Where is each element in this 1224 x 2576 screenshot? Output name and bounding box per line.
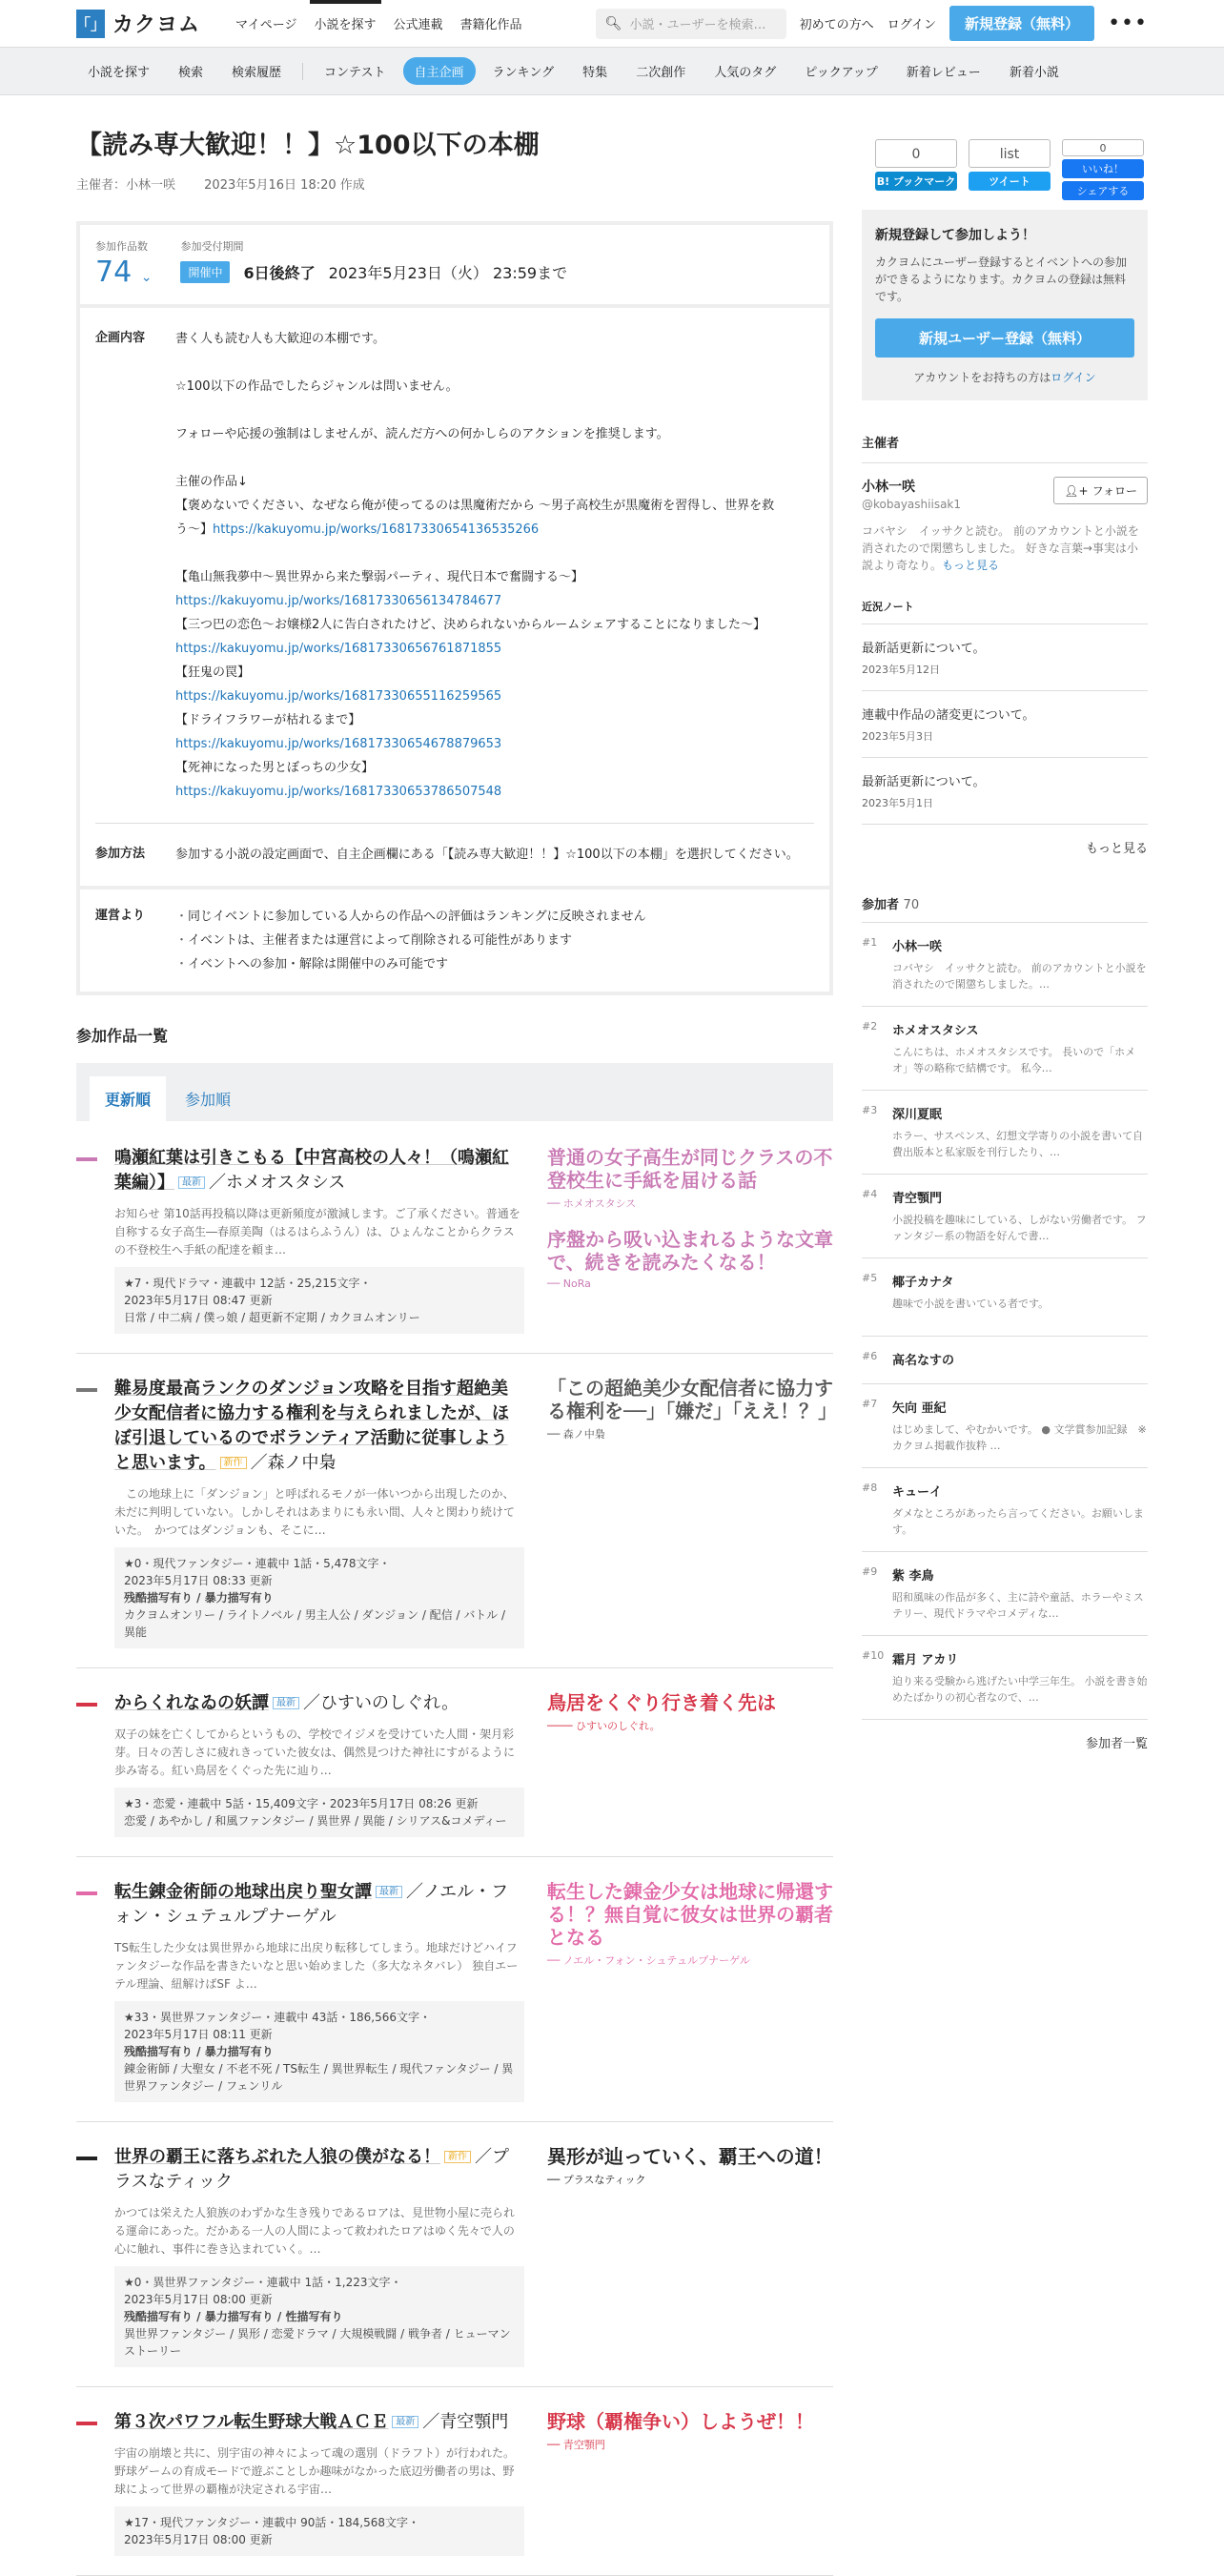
work-author-link[interactable]: ／ホメオスタシス: [209, 1173, 346, 1193]
work-title-link[interactable]: 難易度最高ランクのダンジョン攻略を目指す超絶美少女配信者に協力する権利を与えられましたが、ほぼ引退しているのでボランティア活動に従事しようと思います。: [114, 1379, 509, 1473]
join-method: [80, 824, 829, 886]
rules-list: [175, 905, 646, 976]
work-title-link[interactable]: からくれなゐの妖譚: [114, 1693, 269, 1713]
catchphrase: 普通の女子高生が同じクラスの不登校生に手紙を届ける話: [547, 1146, 833, 1192]
participant-desc: コバヤシ イッサクと読む。 前のアカウントと小説を消されたので閑懲ちしました。…: [892, 962, 1147, 991]
tab-updated[interactable]: 更新順: [90, 1076, 166, 1121]
work-title: [114, 2145, 524, 2195]
count-label: 参加作品数: [95, 240, 148, 253]
page-title: 【読み専大歓迎！！】☆100以下の本棚: [76, 131, 540, 160]
content-line: 書く人も読む人も大歓迎の本棚です。: [175, 332, 385, 346]
main-column: [76, 95, 838, 2576]
participant-item[interactable]: [862, 1635, 1148, 1719]
content-line: 主催の作品↓: [175, 475, 248, 489]
work-author-link[interactable]: ／ノエル・フォン・シュテュルプナーゲル: [114, 1882, 509, 1927]
work-item: [76, 1354, 838, 1668]
fb-count: 0: [1062, 139, 1144, 156]
work-meta: ★3・恋愛・連載中 5話・15,409文字・2023年5月17日 08:26 更新 恋愛 / あやかし / 和風ファンタジー / 異世界 / 異能 / シリアス&コメディー: [114, 1788, 524, 1837]
subnav-new-novels[interactable]: 新着小説: [1009, 66, 1059, 80]
rules-label: 運営より: [95, 909, 146, 923]
participant-rank: #6: [862, 1350, 878, 1362]
participant-rank: #7: [862, 1398, 878, 1410]
fb-like-button[interactable]: いいね！: [1062, 159, 1144, 178]
host-heading: 主催者: [862, 437, 900, 451]
participants-heading: 参加者 70: [862, 898, 920, 912]
participant-item[interactable]: [862, 922, 1148, 1006]
host-work-link[interactable]: https://kakuyomu.jp/works/16817330653786507548: [175, 785, 502, 799]
update-badge: 最新: [376, 1886, 402, 1898]
notes-more-link[interactable]: もっと見る: [862, 824, 1148, 856]
hatena-share[interactable]: [875, 139, 957, 200]
host-desc: コバヤシ イッサクと読む。 前のアカウントと小説を消されたので閑懲ちしました。 好きな言葉→事実は小説より奇なり。もっと見る: [862, 524, 1139, 572]
participant-rank: #8: [862, 1482, 878, 1494]
work-author-link[interactable]: ／青空顎門: [422, 2412, 509, 2432]
method-label: 参加方法: [95, 847, 146, 861]
days-left: 6日後終了: [243, 264, 316, 282]
participant-item[interactable]: [862, 1257, 1148, 1336]
work-title-link[interactable]: 世界の覇王に落ちぶれた人狼の僕がなる！: [114, 2147, 440, 2167]
participant-desc: ホラー、サスペンス、幻想文学寄りの小説を書いて自費出版本と私家版を刊行したり、…: [892, 1130, 1144, 1158]
content-line: フォローや応援の強制はしませんが、読んだ方への何かしらのアクションを推奨します。: [175, 427, 669, 441]
catchphrase-author: ──── ひすいのしぐれ。: [547, 1720, 661, 1732]
participant-rank: #10: [862, 1649, 885, 1662]
work-meta: ★17・現代ファンタジー・連載中 90話・184,568文字・ 2023年5月17日 08:00 更新: [114, 2506, 524, 2556]
work-item: [76, 1857, 833, 2122]
participant-desc: 迫り来る受験から逃げたい中学三年生。 小説を書き始めたばかりの初心者なので、…: [892, 1675, 1148, 1704]
work-title: [114, 1880, 524, 1930]
participant-name[interactable]: キューイ: [892, 1485, 943, 1500]
login-link[interactable]: ログイン: [887, 18, 937, 32]
participant-name[interactable]: ホメオスタシス: [892, 1024, 979, 1038]
participant-name[interactable]: 椰子カナタ: [892, 1276, 954, 1290]
subnav-fanfic[interactable]: 二次創作: [636, 66, 686, 80]
genre-color-bar: [76, 1891, 97, 1895]
rule-item: ・ 同じイベントに参加している人からの作品への評価はランキングに反映されません: [175, 905, 646, 929]
event-meta: [76, 174, 540, 193]
work-title: [114, 2410, 524, 2435]
search-input[interactable]: [596, 9, 786, 39]
created-date: 2023年5月16日 18:20 作成: [204, 178, 365, 193]
host-more-link[interactable]: もっと見る: [942, 559, 1000, 572]
work-catchphrases: [547, 1377, 838, 1648]
subnav-new-reviews[interactable]: 新着レビュー: [906, 66, 981, 80]
host-work-link[interactable]: https://kakuyomu.jp/works/16817330654678879653: [175, 737, 502, 751]
work-item: [76, 2387, 833, 2576]
event-details: [76, 221, 833, 995]
work-intro: この地球上に「ダンジョン」と呼ばれるモノが一体いつから出現したのか、未だに判明していない。しかしそれはあまりにも永い間、人々と関わり続けていた。 かつてはダンジョンも、そこに…: [114, 1487, 516, 1537]
host-work-link[interactable]: https://kakuyomu.jp/works/16817330656761871855: [175, 642, 502, 656]
work-author-link[interactable]: ／森ノ中梟: [250, 1453, 337, 1473]
participant-name[interactable]: 小林一咲: [892, 940, 943, 954]
nav-official-serial[interactable]: 公式連載: [393, 18, 443, 32]
participant-rank: #2: [862, 1020, 878, 1032]
participant-rank: #4: [862, 1188, 878, 1200]
work-item: [76, 1138, 833, 1354]
catchphrase: 序盤から吸い込まれるような文章で、続きを読みたくなる！: [547, 1228, 833, 1274]
work-intro: 宇宙の崩壊と共に、別宇宙の神々によって魂の選別（ドラフト）が行われた。 野球ゲームの育成モードで遊ぶことしか趣味がなかった底辺労働者の男は、野球によって世界の覇権が決定される宇宙…: [114, 2446, 516, 2496]
genre-color-bar: [76, 1388, 97, 1392]
entry-count[interactable]: [95, 256, 152, 289]
search-placeholder: 小説・ユーザーを検索…: [629, 18, 766, 32]
host-card: [862, 462, 1148, 574]
share-buttons: [875, 139, 1144, 200]
first-time-link[interactable]: 初めての方へ: [799, 18, 874, 32]
subnav-find[interactable]: 小説を探す: [88, 66, 151, 80]
work-intro: お知らせ 第10話再投稿以降は更新頻度が激減します。ご了承ください。普通を自称する女子高生―春原美陶（はるはらふうん）は、ひょんなことからクラスの不登校生へ手紙の配達を頼ま…: [114, 1207, 520, 1257]
participant-desc: 昭和風味の作品が多く、主に詩や童話、ホラーやミステリー、現代ドラマやコメディな…: [892, 1591, 1144, 1620]
participant-rank: #1: [862, 936, 878, 949]
page-body: [0, 95, 1224, 2576]
subnav-user-events[interactable]: 自主企画: [403, 57, 476, 85]
participant-item[interactable]: [862, 1006, 1148, 1090]
work-title-link[interactable]: 転生錬金術師の地球出戻り聖女譚: [114, 1882, 372, 1902]
work-intro: TS転生した少女は異世界から地球に出戻り転移してしまう。地球だけどハイファンタジーな作品を書きたいなと思い始めました（多大なネタバレ） 独自エーテル理論、紐解けばSF よ…: [114, 1941, 519, 1991]
participant-item[interactable]: [862, 1090, 1148, 1174]
work-author-link[interactable]: ／ひすいのしぐれ。: [303, 1693, 459, 1713]
user-plus-icon: 👤︎+: [1064, 483, 1089, 498]
participant-item[interactable]: [862, 1551, 1148, 1635]
catchphrase: 異形が辿っていく、覇王への道！: [547, 2145, 833, 2168]
participant-name[interactable]: 矢向 亜紀: [892, 1401, 947, 1416]
host-work-title: 【狂鬼の罠】: [175, 665, 251, 680]
nav-published-works[interactable]: 書籍化作品: [459, 18, 522, 32]
hatena-button[interactable]: B! ブックマーク: [875, 172, 957, 191]
logo-mark: 「」: [76, 10, 105, 38]
note-date: 2023年5月1日: [862, 797, 933, 809]
rule-item: ・ イベントは、主催者または運営によって削除される可能性があります: [175, 929, 646, 952]
note-title: 連載中作品の諸変更について。: [862, 708, 1035, 723]
notes-heading: 近況ノート: [862, 601, 914, 613]
catchphrase-author: ── 森ノ中梟: [547, 1428, 605, 1441]
content-body: [175, 327, 805, 804]
participants-list: [862, 922, 1148, 1719]
work-title: [114, 1146, 524, 1196]
note-item[interactable]: [862, 690, 1148, 757]
host-work-title: 【死神になった男とぼっちの少女】: [175, 761, 375, 775]
work-catchphrases: [547, 1880, 833, 2102]
entry-count-value: 74: [95, 256, 133, 289]
works-list: [76, 1138, 838, 2576]
host-work-link[interactable]: https://kakuyomu.jp/works/16817330656134784677: [175, 594, 502, 608]
participant-desc: こんにちは、ホメオスタシスです。 長いので「ホメオ」等の略称で結構です。 私今…: [892, 1046, 1136, 1074]
hatena-count: 0: [875, 139, 957, 168]
work-meta: ★33・異世界ファンタジー・連載中 43話・186,566文字・ 2023年5月17日 08:11 更新 残酷描写有り / 暴力描写有り 錬金術師 / 大聖女 / 不老不死 / TS転生 / 異世界転生 / 現代ファンタジー / 異世界ファンタジー / フェンリル: [114, 2001, 524, 2102]
participant-name[interactable]: 高名なすの: [892, 1354, 955, 1368]
catchphrase-author: ── 青空顎門: [547, 2439, 605, 2451]
catchphrase: 「この超絶美少女配信者に協力する権利を──」「嫌だ」「ええ！？」: [547, 1377, 838, 1422]
participant-name[interactable]: 霜月 アカリ: [892, 1653, 959, 1667]
subnav-ranking[interactable]: ランキング: [492, 66, 555, 80]
note-item[interactable]: [862, 757, 1148, 824]
catchphrase: 鳥居をくぐり行き着く先は: [547, 1691, 776, 1714]
status-badge: 開催中: [180, 261, 230, 283]
host-work-title: 【亀山無我夢中〜異世界から来た撃弱パーティ、現代日本で奮闘する〜】: [175, 570, 583, 584]
participant-rank: #5: [862, 1272, 878, 1284]
catchphrase: 転生した錬金少女は地球に帰還する！？無自覚に彼女は世界の覇者となる: [547, 1880, 833, 1949]
participant-name[interactable]: 青空顎門: [892, 1192, 943, 1206]
period-label: 参加受付期間: [180, 240, 244, 253]
participants-count: 70: [903, 898, 920, 912]
sidebar: [862, 95, 1148, 2576]
participant-rank: #9: [862, 1565, 878, 1578]
update-badge: 新作: [444, 2151, 471, 2163]
host-work-title: 【三つ巴の恋色〜お嬢様2人に告白されたけど、決められないからルームシェアすることになりました〜】: [175, 618, 766, 632]
more-icon[interactable]: •••: [1108, 11, 1148, 35]
participant-item[interactable]: [862, 1174, 1148, 1257]
participant-desc: 趣味で小説を書いている者です。: [892, 1298, 1050, 1310]
list-box: list: [969, 139, 1051, 168]
logo-text: カクヨム: [112, 13, 201, 37]
subnav-feature[interactable]: 特集: [582, 66, 608, 80]
subnav-search[interactable]: 検索: [178, 66, 204, 80]
participant-item[interactable]: [862, 1467, 1148, 1551]
join-box: [862, 210, 1148, 400]
genre-color-bar: [76, 1157, 97, 1161]
participant-name[interactable]: 深川夏眠: [892, 1108, 943, 1122]
subnav-popular-tags[interactable]: 人気のタグ: [714, 66, 777, 80]
work-meta: ★0・現代ファンタジー・連載中 1話・5,478文字・ 2023年5月17日 08:33 更新 残酷描写有り / 暴力描写有り カクヨムオンリー / ライトノベル / 男主人公 / ダンジョン / 配信 / バトル / 異能: [114, 1547, 524, 1648]
host-work-link[interactable]: https://kakuyomu.jp/works/16817330654136535266: [213, 522, 540, 537]
subnav-pickup[interactable]: ピックアップ: [805, 66, 878, 80]
works-heading: 参加作品一覧: [76, 1027, 169, 1045]
note-item[interactable]: [862, 624, 1148, 690]
catchphrase-author: ── ホメオスタシス: [547, 1197, 637, 1210]
work-title: [114, 1377, 524, 1476]
genre-color-bar: [76, 2422, 97, 2425]
catchphrase: 野球（覇権争い）しようぜ！！: [547, 2410, 814, 2433]
participant-name[interactable]: 紫 李鳥: [892, 1569, 934, 1584]
signup-button[interactable]: 新規登録（無料）: [949, 6, 1094, 41]
participant-desc: 小説投稿を趣味にしている、しがない労働者です。 ファンタジー系の物語を好んで書…: [892, 1214, 1147, 1242]
work-meta: ★7・現代ドラマ・連載中 12話・25,215文字・ 2023年5月17日 08:47 更新 日常 / 中二病 / 僕っ娘 / 超更新不定期 / カクヨムオンリー: [114, 1267, 524, 1334]
note-date: 2023年5月3日: [862, 730, 933, 743]
login-link[interactable]: ログイン: [1051, 371, 1096, 384]
search-icon: 🔍︎: [604, 15, 622, 31]
content-line: ☆100以下の作品でしたらジャンルは問いません。: [175, 379, 459, 394]
admin-notes: [80, 886, 829, 992]
period-row: [180, 261, 567, 283]
work-catchphrases: [547, 2145, 833, 2367]
work-title: [114, 1691, 524, 1716]
deadline: 2023年5月23日（火） 23:59まで: [328, 264, 568, 282]
register-button[interactable]: 新規ユーザー登録（無料）: [875, 318, 1134, 358]
host-work-link[interactable]: https://kakuyomu.jp/works/16817330655116259565: [175, 689, 502, 704]
note-title: 最新話更新について。: [862, 775, 986, 789]
update-badge: 最新: [392, 2416, 418, 2428]
tweet-share[interactable]: [969, 139, 1051, 200]
follow-button[interactable]: 👤︎+ フォロー: [1053, 477, 1148, 504]
tweet-button[interactable]: ツイート: [969, 172, 1051, 191]
participant-rank: #3: [862, 1104, 878, 1116]
join-text: カクヨムにユーザー登録するとイベントへの参加ができるようになります。カクヨムの登録は無料です。: [875, 256, 1128, 303]
nav-find-novels[interactable]: 小説を探す: [306, 0, 385, 48]
work-catchphrases: [547, 1146, 833, 1334]
host-id: @kobayashiisak1: [862, 498, 962, 511]
host-name[interactable]: 小林一咲: [862, 480, 915, 495]
top-header: [0, 0, 1224, 48]
work-intro: 双子の妹を亡くしてからというもの、学校でイジメを受けていた人間・架月彩芽。日々の苦しさに疲れきっていた彼女は、偶然見つけた神社にすがるように歩み寄る。紅い鳥居をくぐった先に辿り…: [114, 1728, 516, 1777]
note-title: 最新話更新について。: [862, 642, 986, 656]
chevron-down-icon: ⌄: [140, 270, 153, 285]
update-badge: 最新: [178, 1176, 205, 1189]
host-label: 主催者：小林一咲: [76, 178, 176, 193]
note-date: 2023年5月12日: [862, 664, 940, 676]
rule-item: ・ イベントへの参加・解除は開催中のみ可能です: [175, 952, 646, 976]
catchphrase-author: ── プラスなティック: [547, 2174, 646, 2186]
update-badge: 最新: [273, 1697, 299, 1709]
work-meta: ★0・異世界ファンタジー・連載中 1話・1,223文字・ 2023年5月17日 08:00 更新 残酷描写有り / 暴力描写有り / 性描写有り 異世界ファンタジー / 異形 / 恋愛ドラマ / 大規模戦闘 / 戦争者 / ヒューマンストーリー: [114, 2266, 524, 2367]
participant-desc: ダメなところがあったら言ってください。お願いします。: [892, 1507, 1144, 1536]
logo[interactable]: [76, 9, 200, 38]
participant-item[interactable]: [862, 1336, 1148, 1383]
genre-color-bar: [76, 2157, 97, 2160]
genre-color-bar: [76, 1703, 97, 1707]
catchphrase-author: ── NoRa: [547, 1278, 591, 1290]
work-item: [76, 1668, 833, 1857]
tab-joined[interactable]: 参加順: [185, 1091, 232, 1109]
method-text: 参加する小説の設定画面で、自主企画欄にある「【読み専大歓迎！！】☆100以下の本棚」を選択してください。: [175, 848, 799, 862]
facebook-share[interactable]: [1062, 139, 1144, 200]
participant-item[interactable]: [862, 1383, 1148, 1467]
event-content: [80, 308, 829, 823]
work-item: [76, 2122, 833, 2387]
subnav-divider: [302, 63, 303, 80]
update-badge: 新作: [220, 1457, 247, 1469]
title-row: [76, 118, 833, 193]
catchphrase-author: ── ノエル・フォン・シュテュルプナーゲル: [547, 1954, 750, 1967]
nav-mypage[interactable]: マイページ: [235, 18, 297, 32]
works-tabs: [76, 1063, 833, 1121]
header-actions: [596, 6, 1148, 41]
fb-share-button[interactable]: シェアする: [1062, 181, 1144, 200]
join-login: アカウントをお持ちの方はログイン: [913, 371, 1096, 384]
host-work-title: 【褒めないでください、なぜなら俺が使ってるのは黒魔術だから 〜男子高校生が黒魔術を習得し、世界を救う〜】https://kakuyomu.jp/works/16817330654136535266: [175, 499, 775, 537]
subnav-contest[interactable]: コンテスト: [324, 66, 386, 80]
host-work-title: 【ドライフラワーが枯れるまで】: [175, 713, 361, 727]
participants-more-link[interactable]: 参加者一覧: [862, 1719, 1148, 1751]
work-title-link[interactable]: 第３次パワフル転生野球大戦ＡＣＥ: [114, 2412, 389, 2432]
top-nav: [227, 0, 531, 48]
participant-desc: はじめまして、やむかいです。 ● 文学賞参加記録 ※カクヨム掲載作抜粋 …: [892, 1423, 1147, 1452]
sub-nav: [0, 48, 1224, 95]
work-catchphrases: [547, 1691, 833, 1837]
work-title-link[interactable]: 鳴瀬紅葉は引きこもる【中宮高校の人々！（鳴瀬紅葉編）】: [114, 1148, 509, 1193]
content-label: 企画内容: [95, 331, 146, 345]
event-stats: [80, 225, 829, 308]
work-intro: かつては栄えた人狼族のわずかな生き残りであるロアは、見世物小屋に売られる運命にあった。だかある一人の人間によって救われたロアはゆく先々で人の心に触れ、事件に巻き込まれていく。…: [114, 2206, 516, 2256]
join-title: 新規登録して参加しよう！: [875, 228, 1035, 243]
subnav-history[interactable]: 検索履歴: [232, 66, 282, 80]
work-author-link[interactable]: ／プラスなティック: [114, 2147, 509, 2192]
work-catchphrases: [547, 2410, 833, 2556]
